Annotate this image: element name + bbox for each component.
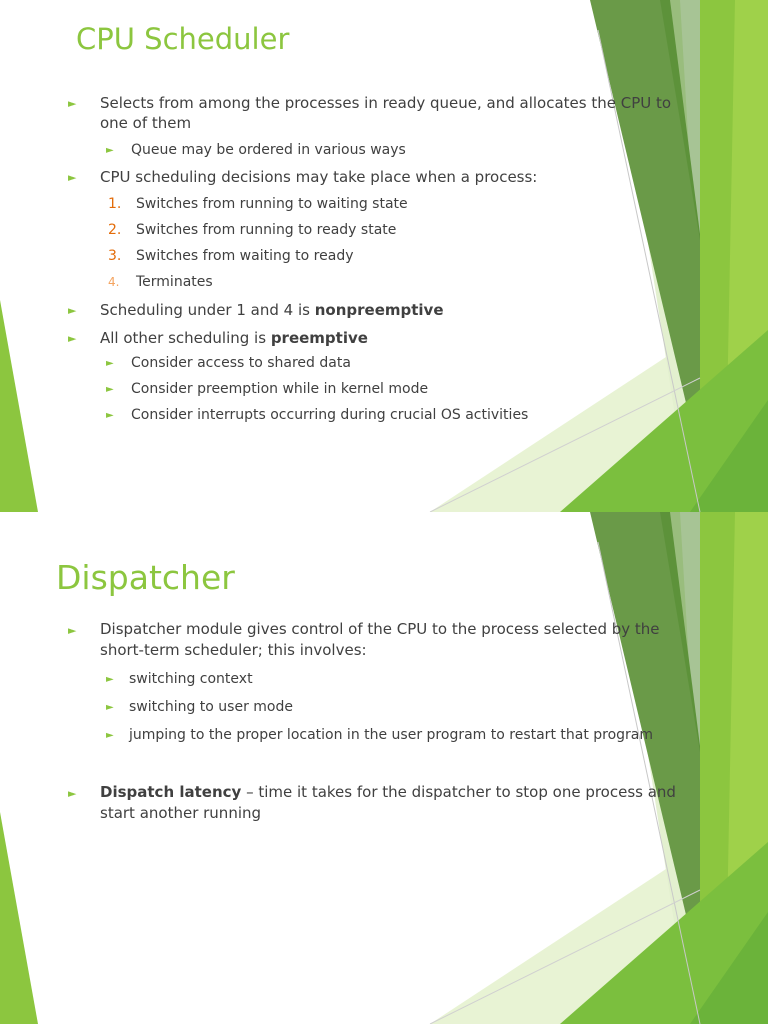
bullet-text: CPU scheduling decisions may take place when a process: <box>100 168 538 186</box>
item-text: Switches from running to waiting state <box>136 196 408 212</box>
arrow-bullet-icon: ► <box>106 674 114 685</box>
sub-bullet-text: Queue may be ordered in various ways <box>131 142 406 158</box>
arrow-bullet-icon: ► <box>68 97 77 110</box>
slide-body <box>68 93 688 424</box>
bullet-dispatch-latency <box>68 782 688 824</box>
arrow-bullet-icon: ► <box>68 787 77 800</box>
sub-bullet <box>68 698 688 716</box>
bullet-nonpreemptive <box>68 300 688 320</box>
numbered-item <box>68 273 688 291</box>
sub-bullet-text: switching context <box>129 671 253 687</box>
arrow-bullet-icon: ► <box>68 332 77 345</box>
item-number: 3. <box>108 248 122 264</box>
numbered-item <box>68 221 688 239</box>
arrow-bullet-icon: ► <box>106 410 114 421</box>
bullet-text: Dispatcher module gives control of the CPU to the process selected by the short-term scheduler; this involves: <box>100 620 660 659</box>
sub-bullet <box>68 406 688 424</box>
item-text: Switches from running to ready state <box>136 222 397 238</box>
sub-bullet-text: jumping to the proper location in the user program to restart that program <box>129 727 654 743</box>
bullet-preemptive <box>68 328 688 348</box>
arrow-bullet-icon: ► <box>68 171 77 184</box>
slide-title: CPU Scheduler <box>76 22 290 56</box>
sub-bullet-text: Consider preemption while in kernel mode <box>131 381 429 397</box>
bullet-text: Selects from among the processes in ready queue, and allocates the CPU to one of them <box>100 94 672 132</box>
bullet-text: All other scheduling is <box>100 329 271 347</box>
sub-bullet-text: Consider access to shared data <box>131 355 351 371</box>
bullet-text: Scheduling under 1 and 4 is <box>100 301 315 319</box>
numbered-list <box>68 195 688 291</box>
bullet-dispatcher-module <box>68 619 688 661</box>
sub-bullet-text: switching to user mode <box>129 699 293 715</box>
sub-bullet-queue <box>68 141 688 159</box>
sub-bullet <box>68 380 688 398</box>
sub-bullet <box>68 726 688 744</box>
item-number: 2. <box>108 222 122 238</box>
slide-title: Dispatcher <box>56 558 235 597</box>
sub-bullet <box>68 670 688 688</box>
item-text: Terminates <box>136 274 213 290</box>
item-number: 1. <box>108 196 122 212</box>
bold-term: preemptive <box>270 329 368 347</box>
bullet-decisions <box>68 167 688 187</box>
slide-body <box>68 619 688 824</box>
sub-bullet <box>68 354 688 372</box>
bullet-text: – time it takes for the dispatcher to stop one process and start another running <box>100 783 676 822</box>
item-number: 4. <box>108 275 120 289</box>
bold-term: Dispatch latency <box>100 783 242 801</box>
bold-term: nonpreemptive <box>314 301 444 319</box>
arrow-bullet-icon: ► <box>68 304 77 317</box>
item-text: Switches from waiting to ready <box>136 248 354 264</box>
arrow-bullet-icon: ► <box>106 730 114 741</box>
arrow-bullet-icon: ► <box>106 145 114 156</box>
numbered-item <box>68 195 688 213</box>
arrow-bullet-icon: ► <box>68 624 77 637</box>
bullet-selects <box>68 93 688 133</box>
arrow-bullet-icon: ► <box>106 384 114 395</box>
slide-dispatcher <box>0 512 768 1024</box>
numbered-item <box>68 247 688 265</box>
sub-bullet-text: Consider interrupts occurring during crucial OS activities <box>131 407 529 423</box>
arrow-bullet-icon: ► <box>106 358 114 369</box>
arrow-bullet-icon: ► <box>106 702 114 713</box>
